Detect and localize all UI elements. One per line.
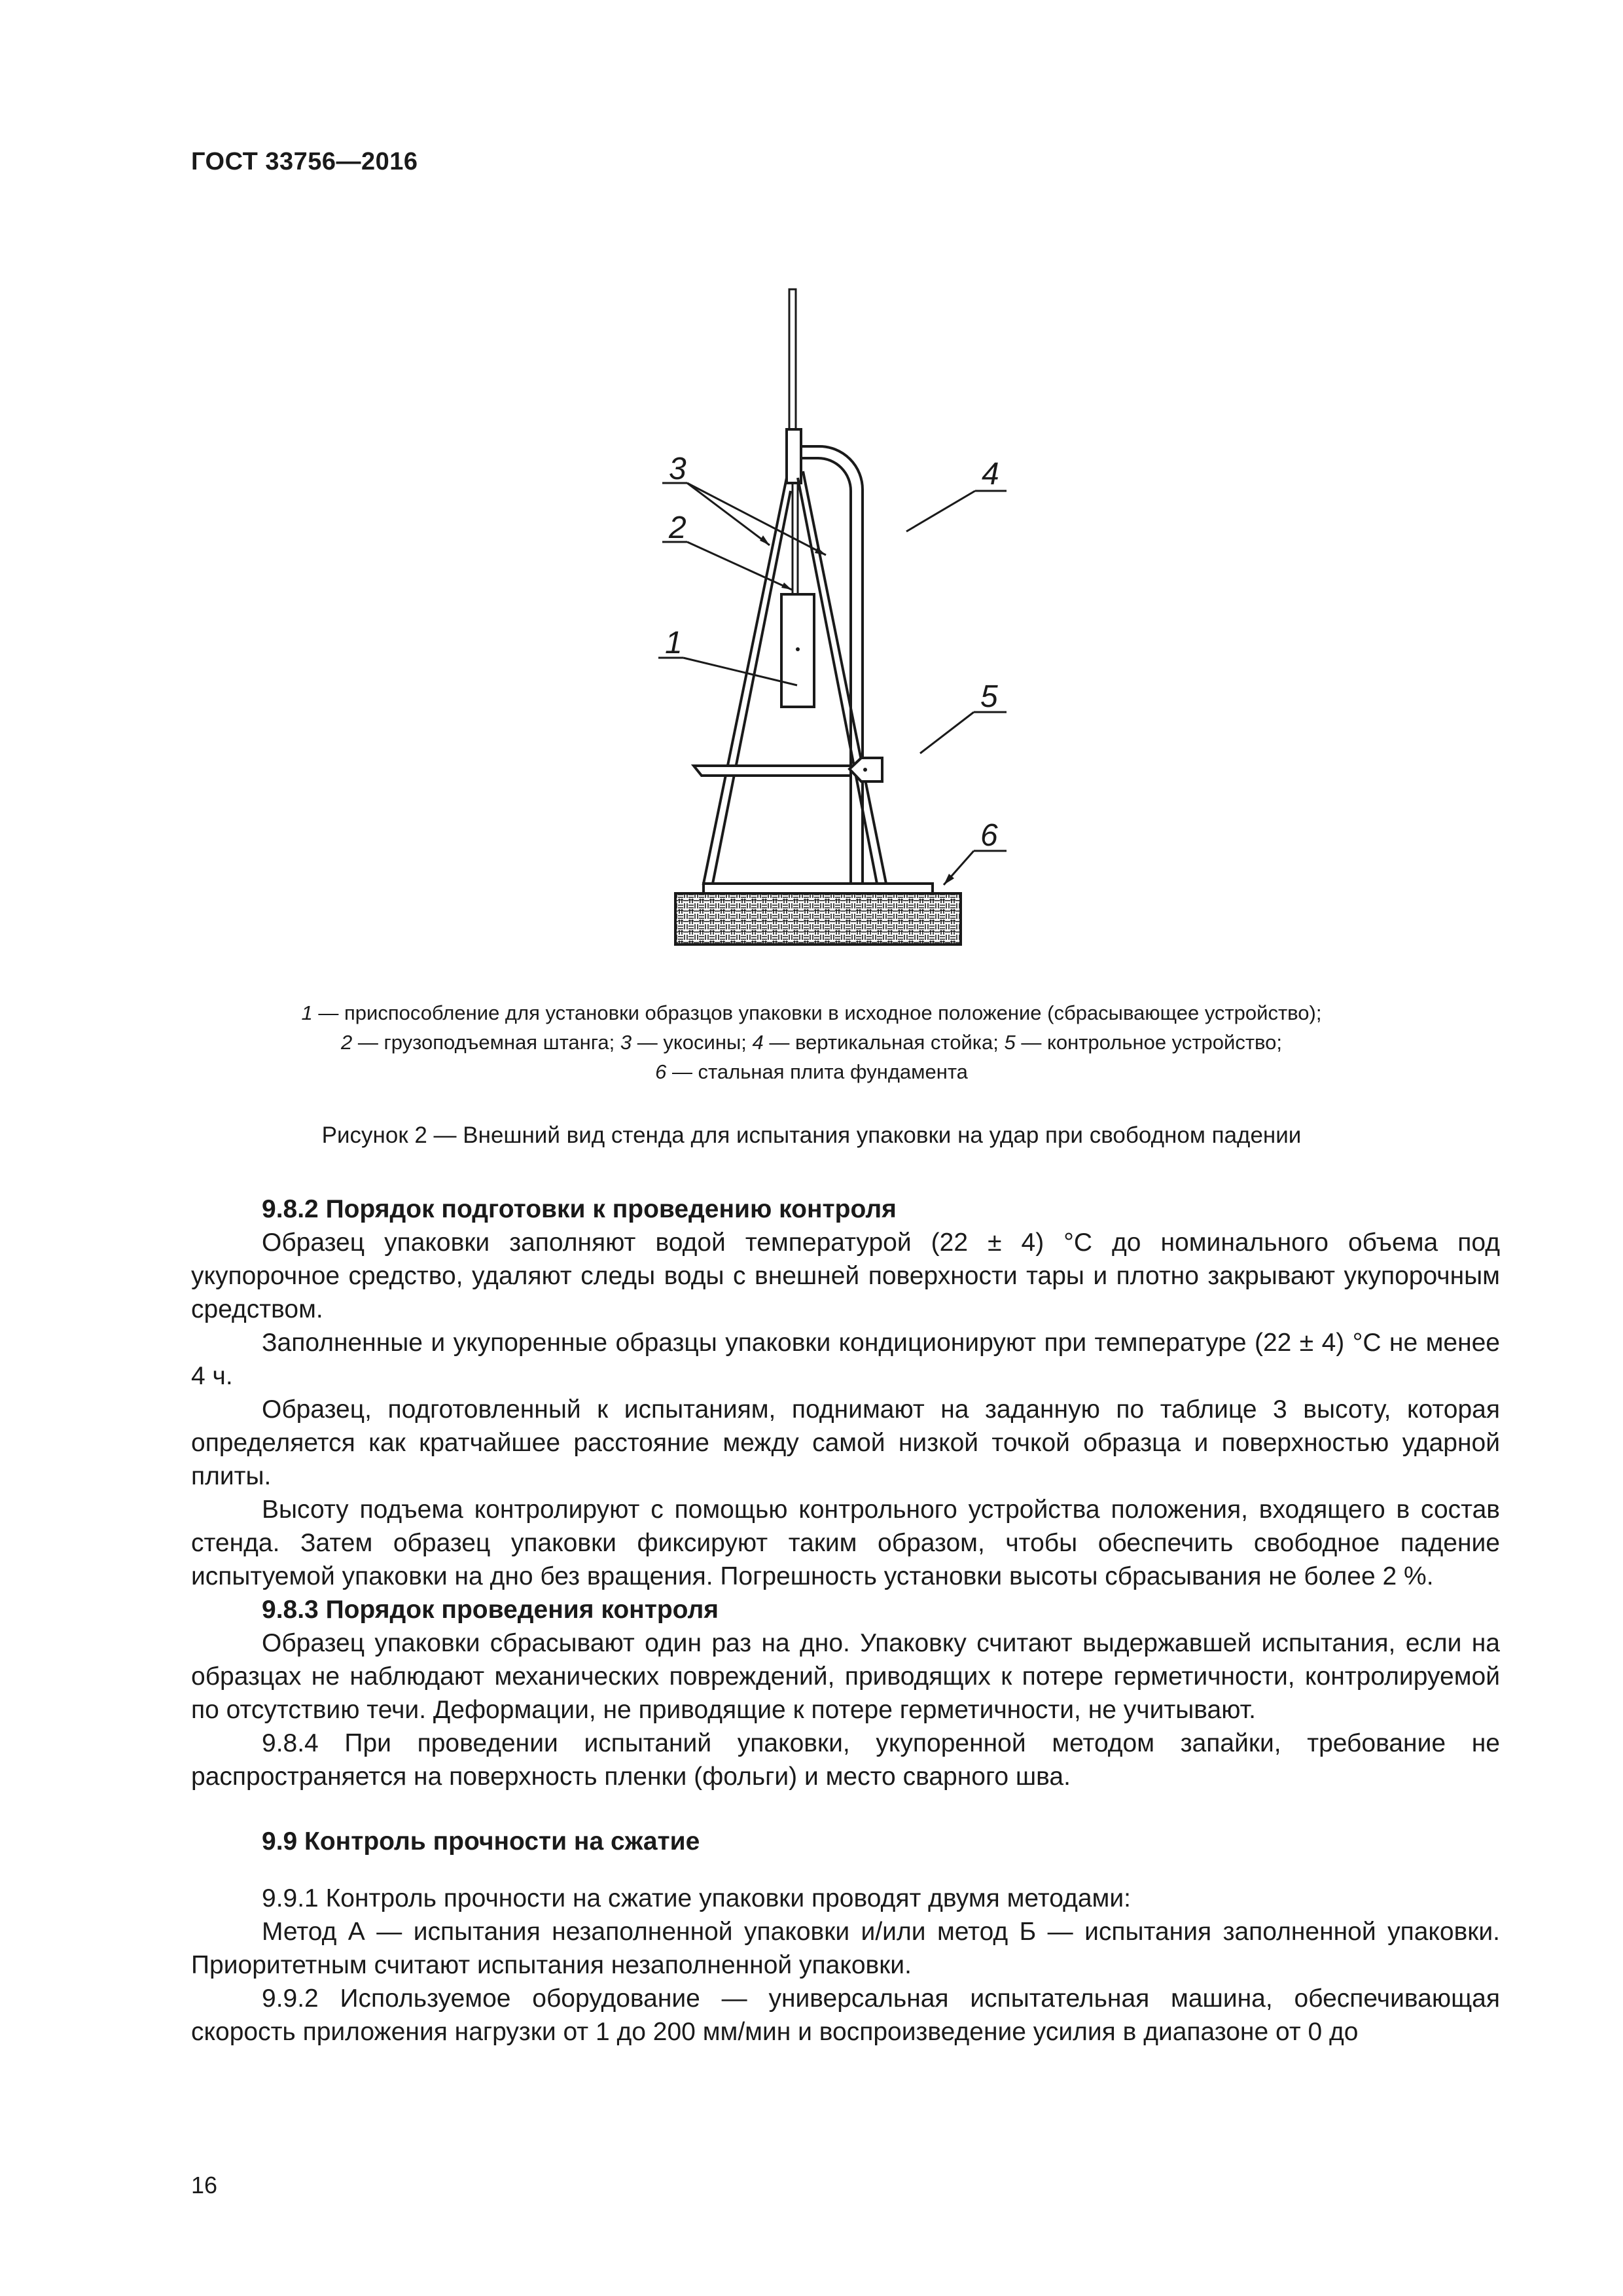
figure-caption: Рисунок 2 — Внешний вид стенда для испытания упаковки на удар при свободном падении [321,1122,1302,1148]
paragraph: Образец упаковки заполняют водой температурой (22 ± 4) °C до номинального объема под укупорочное средство, удаляют следы воды с внешней поверхности тары и плотно закрывают укупорочным средством. [191,1229,1500,1323]
label-6: 6 [980,818,998,853]
document-header: ГОСТ 33756—2016 [191,148,418,175]
paragraph: 9.9.2 Используемое оборудование — универсальная испытательная машина, обеспечивающая скорость приложения нагрузки от 1 до 200 мм/мин и воспроизведение усилия в диапазоне от 0 до [191,1984,1500,2046]
paragraph: Высоту подъема контролируют с помощью контрольного устройства положения, входящего в состав стенда. Затем образец упаковки фиксируют таким образом, чтобы обеспечить свободное падение испытуемой упаковки на дно без вращения. Погрешность установки высоты сбрасывания не более 2 %. [191,1496,1500,1590]
paragraph: Метод А — испытания незаполненной упаковки и/или метод Б — испытания заполненной упаковки. Приоритетным считают испытания незаполненной упаковки. [191,1918,1500,1979]
figure-legend: 1 — приспособление для установки образцов упаковки в исходное положение (сбрасывающее устройство); 2 — грузоподъемная штанга; 3 — укосины; 4 — вертикальная стойка; 5 — контрольное устройство; 6 — стальная плита фундамента [301,1001,1322,1083]
paragraph: Образец, подготовленный к испытаниям, поднимают на заданную по таблице 3 высоту, которая определяется как кратчайшее расстояние между самой низкой точкой образца и поверхностью ударной плиты. [191,1395,1500,1490]
label-2: 2 [669,511,687,545]
paragraph: Заполненные и укупоренные образцы упаковки кондиционируют при температуре (22 ± 4) °C не менее 4 ч. [191,1329,1500,1390]
foundation-plate [675,893,961,944]
paragraph: 9.8.4 При проведении испытаний упаковки, укупоренной методом запайки, требование не распространяется на поверхность пленки (фольги) и место сварного шва. [191,1729,1500,1791]
paragraph: 9.9.1 Контроль прочности на сжатие упаковки проводят двумя методами: [262,1884,1131,1912]
label-5: 5 [980,679,998,714]
section-heading: 9.9 Контроль прочности на сжатие [262,1827,700,1856]
label-4: 4 [982,457,999,492]
base-plate [704,884,933,893]
rod-head [787,429,801,483]
section-heading: 9.8.2 Порядок подготовки к проведению контроля [262,1195,897,1223]
platform [694,766,851,776]
label-1: 1 [665,626,683,660]
drop-test-stand-figure [615,275,1034,969]
document-body [191,1193,1500,2049]
page-number: 16 [191,2172,218,2198]
section-heading: 9.8.3 Порядок проведения контроля [262,1596,719,1624]
label-3: 3 [669,452,687,486]
paragraph: Образец упаковки сбрасывают один раз на дно. Упаковку считают выдержавшей испытания, если на образцах не наблюдают механических повреждений, приводящих к потере герметичности, контролируемой по отсутствию течи. Деформации, не приводящие к потере герметичности, не учитывают. [191,1629,1500,1724]
